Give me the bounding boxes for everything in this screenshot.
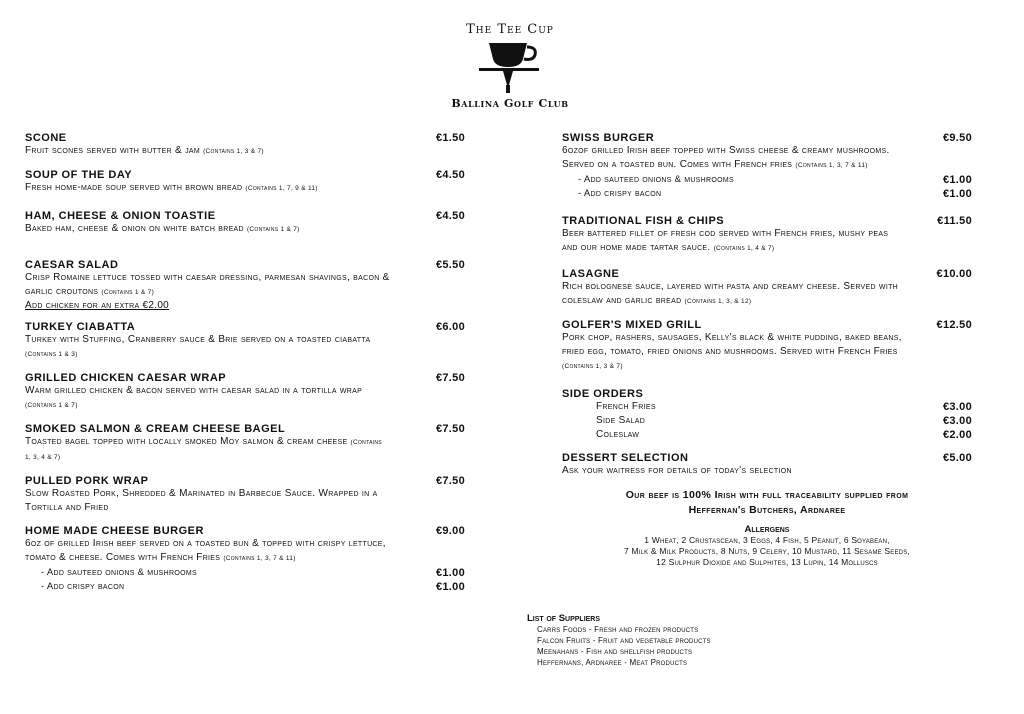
item-price: €7.50: [435, 475, 465, 487]
item-contains: (Contains 1 & 3): [25, 351, 78, 358]
item-name: LASAGNE: [562, 268, 620, 280]
item-name: TURKEY CIABATTA: [25, 321, 136, 333]
item-price: €4.50: [435, 169, 465, 181]
side-label: Coleslaw: [596, 429, 640, 440]
addon-label: - Add crispy bacon: [578, 188, 662, 199]
menu-item-caesar-salad: [25, 259, 465, 311]
item-desc: Baked ham, cheese & onion on white batch bread: [25, 223, 244, 234]
menu-item-lasagne: [562, 268, 972, 309]
menu-item-mixed-grill: [562, 319, 972, 374]
side-order-row: [562, 428, 972, 442]
menu-item-dessert: [562, 452, 972, 478]
tee-cup-icon: [475, 37, 545, 95]
item-contains: (Contains 1, 4 & 7): [713, 245, 775, 252]
suppliers-title: List of Suppliers: [527, 613, 601, 624]
beef-note-line2: Heffernan's Butchers, Ardnaree: [688, 504, 846, 516]
item-desc: 6ozof grilled Irish beef topped with Swiss cheese & creamy mushrooms. Served on a toasted bun. Comes with French fries: [562, 145, 890, 170]
addon-row: [25, 580, 465, 594]
item-price: €11.50: [937, 215, 972, 227]
item-price: €4.50: [435, 210, 465, 222]
side-price: €3.00: [942, 401, 972, 413]
brand-title: The Tee Cup: [466, 22, 554, 37]
item-contains: (Contains 1, 3, 7 & 11): [223, 555, 296, 562]
side-orders-section: [562, 388, 972, 442]
item-name: HOME MADE CHEESE BURGER: [25, 525, 204, 537]
side-price: €2.00: [942, 429, 972, 441]
menu-item-fish-chips: [562, 215, 972, 256]
item-price: €7.50: [435, 423, 465, 435]
item-contains: (Contains 1 & 7): [25, 402, 78, 409]
addon-price: €1.00: [435, 581, 465, 593]
side-label: French Fries: [596, 401, 656, 412]
item-name: GRILLED CHICKEN CAESAR WRAP: [25, 372, 227, 384]
item-desc: Rich bolognese sauce, layered with pasta and creamy cheese. Served with coleslaw and garlic bread: [562, 281, 899, 306]
item-desc: Beer battered fillet of fresh cod served with French fries, mushy peas and our home made tartar sauce.: [562, 228, 889, 253]
supplier-item: Heffernans, Ardnaree - Meat Products: [537, 658, 688, 667]
item-price: €10.00: [936, 268, 972, 280]
supplier-item: Meenahans - Fish and shellfish products: [537, 647, 693, 656]
item-desc: Ask your waitress for details of today's selection: [562, 465, 792, 476]
addon-price: €1.00: [435, 567, 465, 579]
item-name: SMOKED SALMON & CREAM CHEESE BAGEL: [25, 423, 286, 435]
allergens-list: [562, 535, 972, 568]
allergens-line3: 12 Sulphur Dioxide and Sulphites, 13 Lupin, 14 Molluscs: [656, 557, 878, 567]
item-contains: (Contains 1, 3 & 7): [562, 363, 623, 370]
addon-price: €1.00: [942, 188, 972, 200]
addon-row: [562, 187, 972, 201]
menu-item-salmon-bagel: [25, 423, 465, 465]
item-contains: (Contains 1 & 7): [101, 289, 155, 296]
right-menu-column: [562, 132, 972, 568]
item-name: GOLFER'S MIXED GRILL: [562, 319, 702, 331]
addon-label: - Add crispy bacon: [41, 581, 125, 592]
side-order-row: [562, 400, 972, 414]
item-contains: (Contains 1 & 7): [246, 226, 300, 233]
item-desc: Pork chop, rashers, sausages, Kelly's black & white pudding, baked beans, fried egg, tomato, fried onions and mushrooms. Served with French Fries: [562, 332, 902, 357]
item-contains: (Contains 1, 3, & 12): [684, 298, 752, 305]
item-desc: Fruit scones served with butter & jam: [25, 145, 200, 156]
item-price: €7.50: [435, 372, 465, 384]
menu-item-pulled-pork-wrap: [25, 475, 465, 515]
side-order-row: [562, 414, 972, 428]
item-contains: (Contains 1, 3, 7 & 11): [795, 162, 868, 169]
side-orders-title: SIDE ORDERS: [562, 388, 644, 400]
item-contains: (Contains 1, 3, 4 & 7): [25, 439, 382, 461]
item-price: €9.00: [435, 525, 465, 537]
item-name: PULLED PORK WRAP: [25, 475, 149, 487]
item-price: €5.50: [435, 259, 465, 271]
addon-price: €1.00: [942, 174, 972, 186]
menu-header: [440, 18, 580, 114]
item-price: €12.50: [936, 319, 972, 331]
supplier-item: Falcon Fruits - Fruit and vegetable products: [537, 636, 711, 645]
menu-item-cheese-burger: [25, 525, 465, 594]
item-price: €6.00: [435, 321, 465, 333]
menu-item-chicken-wrap: [25, 372, 465, 413]
menu-item-turkey-ciabatta: [25, 321, 465, 362]
allergens-line1: 1 Wheat, 2 Crustascean, 3 Eggs, 4 Fish, 5 Peanut, 6 Soyabean,: [644, 535, 890, 545]
item-contains: (Contains 1, 3 & 7): [203, 148, 264, 155]
allergens-title: Allergens: [744, 524, 790, 535]
left-menu-column: [25, 132, 465, 604]
item-desc: Toasted bagel topped with locally smoked Moy salmon & cream cheese: [25, 436, 348, 447]
menu-item-swiss-burger: [562, 132, 972, 201]
item-price: €9.50: [942, 132, 972, 144]
beef-note: [562, 488, 972, 518]
item-name: HAM, CHEESE & ONION TOASTIE: [25, 210, 216, 222]
item-name: SOUP OF THE DAY: [25, 169, 133, 181]
item-contains: (Contains 1, 7, 9 & 11): [245, 185, 318, 192]
addon-row: [562, 173, 972, 187]
item-extra-note: Add chicken for an extra €2.00: [25, 300, 170, 311]
item-name: TRADITIONAL FISH & CHIPS: [562, 215, 725, 227]
item-desc: Crisp Romaine lettuce tossed with caesar dressing, parmesan shavings, bacon & garlic croutons: [25, 272, 390, 297]
item-desc: 6oz of grilled Irish beef served on a toasted bun & topped with crispy lettuce, tomato & cheese. Comes with French Fries: [25, 538, 386, 563]
side-label: Side Salad: [596, 415, 646, 426]
item-desc: Warm grilled chicken & bacon served with caesar salad in a tortilla wrap: [25, 385, 363, 396]
addon-row: [25, 566, 465, 580]
side-price: €3.00: [942, 415, 972, 427]
addon-label: - Add sauteed onions & mushrooms: [41, 567, 197, 578]
item-name: SWISS BURGER: [562, 132, 655, 144]
item-desc: Slow Roasted Pork, Shredded & Marinated in Barbecue Sauce. Wrapped in a Tortilla and Fried: [25, 488, 378, 513]
supplier-item: Carrs Foods - Fresh and frozen products: [537, 625, 699, 634]
item-name: CAESAR SALAD: [25, 259, 119, 271]
menu-item-toastie: [25, 210, 465, 237]
item-desc: Turkey with Stuffing, Cranberry sauce & Brie served on a toasted ciabatta: [25, 334, 371, 345]
club-name: Ballina Golf Club: [451, 97, 569, 110]
item-name: DESSERT SELECTION: [562, 452, 689, 464]
item-price: €1.50: [435, 132, 465, 144]
item-name: SCONE: [25, 132, 67, 144]
addon-label: - Add sauteed onions & mushrooms: [578, 174, 734, 185]
suppliers-section: [527, 613, 827, 668]
menu-item-scone: [25, 132, 465, 159]
beef-note-line1: Our beef is 100% Irish with full traceability supplied from: [625, 489, 909, 501]
item-desc: Fresh home-made soup served with brown bread: [25, 182, 243, 193]
allergens-line2: 7 Milk & Milk Products, 8 Nuts, 9 Celery, 10 Mustard, 11 Sesame Seeds,: [624, 546, 910, 556]
menu-item-soup: [25, 169, 465, 196]
item-price: €5.00: [942, 452, 972, 464]
